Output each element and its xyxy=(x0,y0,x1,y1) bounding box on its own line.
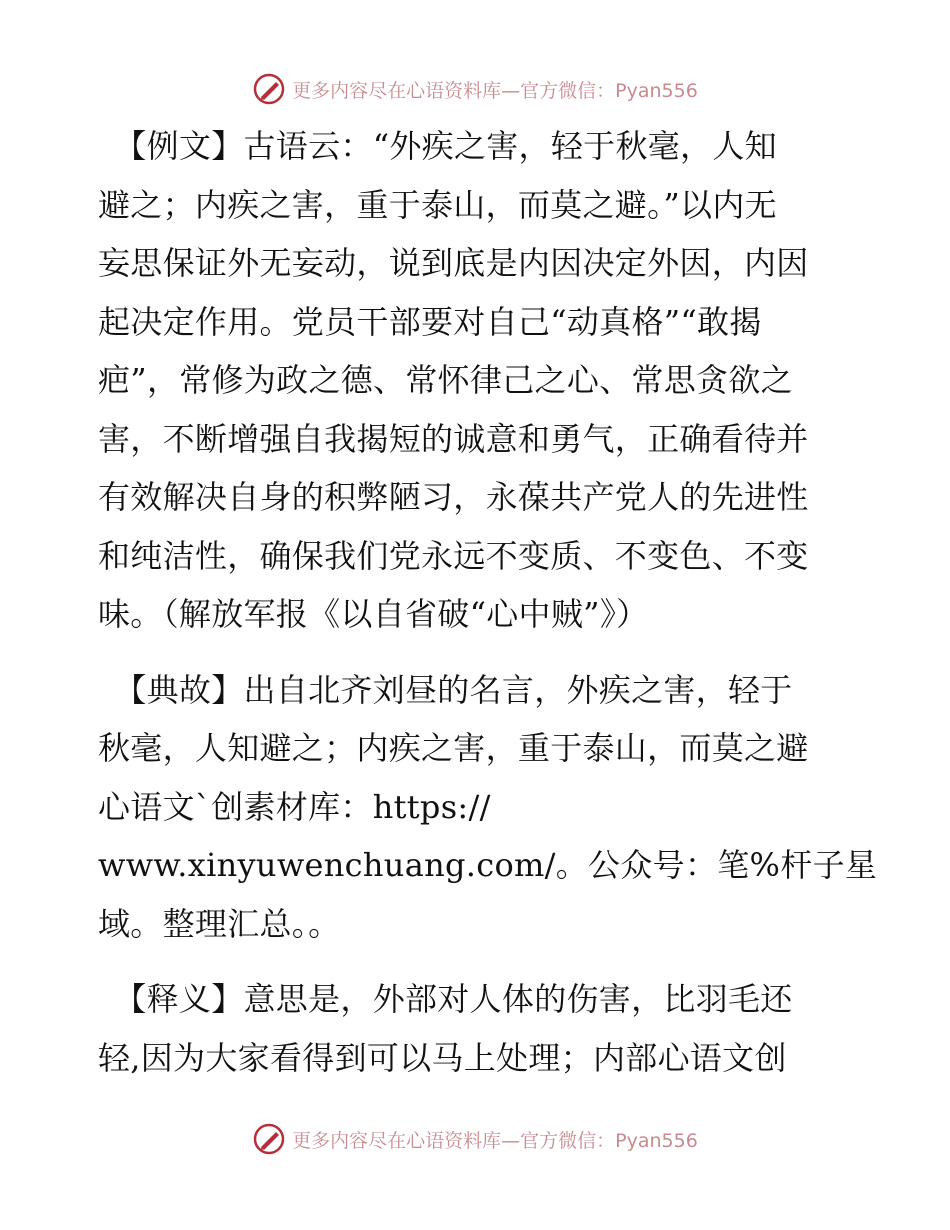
header-watermark xyxy=(0,72,950,106)
pen-circle-icon xyxy=(252,1122,286,1156)
text-line: 轻,因为大家看得到可以马上处理；内部心语文创 xyxy=(98,1038,787,1077)
footer-watermark xyxy=(0,1122,950,1156)
text-line: 【典故】出自北齐刘昼的名言，外疾之害，轻于 xyxy=(98,670,793,709)
paragraph-meaning xyxy=(98,970,850,1087)
text-line: 疤”，常修为政之德、常怀律己之心、常思贪欲之 xyxy=(98,361,793,399)
text-line: 起决定作用。党员干部要对自己“动真格”“敢揭 xyxy=(98,302,762,341)
text-line: 妄思保证外无妄动，说到底是内因决定外因，内因 xyxy=(98,244,809,282)
text-line: 秋毫，人知避之；内疾之害，重于泰山，而莫之避 xyxy=(98,729,809,767)
document-body xyxy=(98,117,878,1087)
text-line: 【释义】意思是，外部对人体的伤害，比羽毛还 xyxy=(98,980,793,1018)
text-line: 和纯洁性，确保我们党永远不变质、不变色、不变 xyxy=(98,536,809,575)
text-line: 心语文`创素材库：https:// xyxy=(98,787,491,826)
paragraph-example xyxy=(98,117,850,644)
text-line: www.xinyuwenchuang.com/。公众号：笔%杆子星 xyxy=(98,846,878,884)
pen-circle-icon xyxy=(252,72,286,106)
text-line: 味。（解放军报《以自省破“心中贼”》） xyxy=(98,595,649,633)
paragraph-allusion xyxy=(98,661,878,954)
watermark-text: 更多内容尽在心语资料库—官方微信：Pyan556 xyxy=(292,79,698,102)
text-line: 域。整理汇总。。 xyxy=(98,904,341,943)
watermark-text: 更多内容尽在心语资料库—官方微信：Pyan556 xyxy=(292,1129,698,1152)
text-line: 有效解决自身的积弊陋习，永葆共产党人的先进性 xyxy=(98,478,809,516)
text-line: 【例文】古语云：“外疾之害，轻于秋毫，人知 xyxy=(98,127,777,165)
text-line: 害，不断增强自我揭短的诚意和勇气，正确看待并 xyxy=(98,419,809,458)
text-line: 避之；内疾之害，重于泰山，而莫之避。”以内无 xyxy=(98,185,777,224)
